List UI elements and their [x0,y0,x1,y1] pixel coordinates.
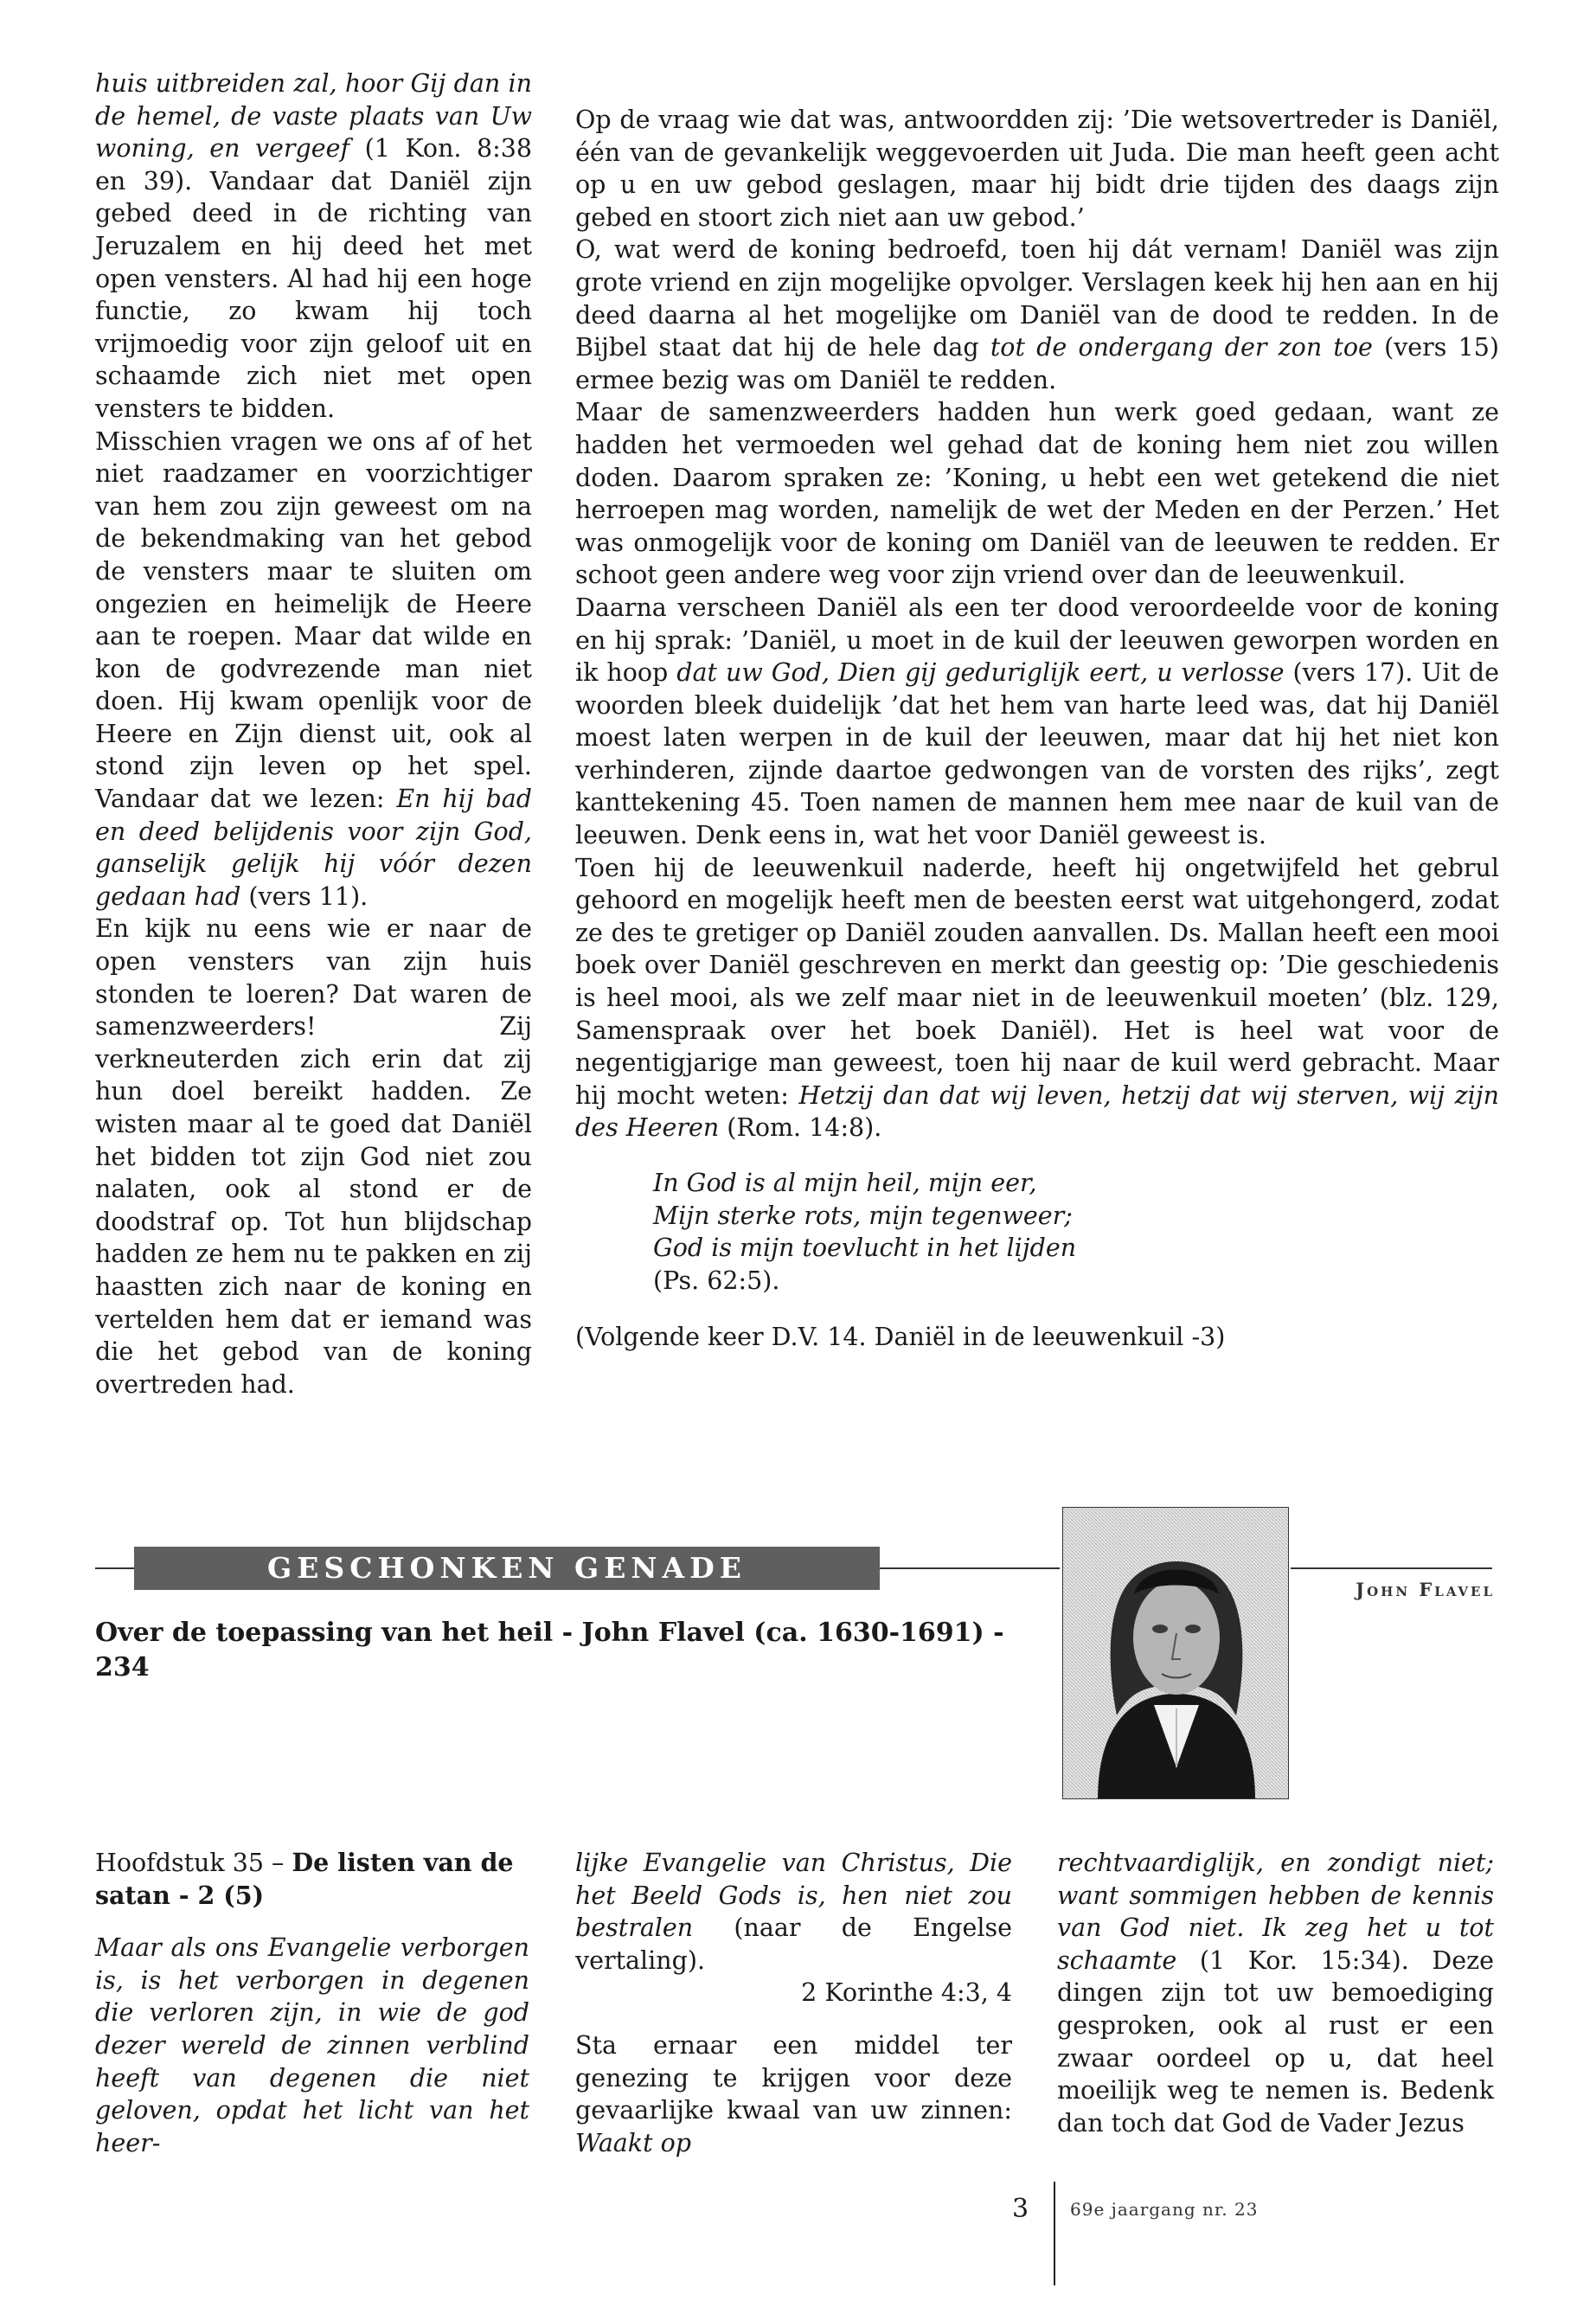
right-paragraph-3: Maar de samenzweerders hadden hun werk goed gedaan, want ze hadden het vermoeden wel gehad dat de koning hem niet zou willen doden. Daarom spraken ze: ’Koning, u hebt een wet getekend die niet herroepen mag worden, namelijk de wet der Meden en der Perzen.’ Het was onmogelijk voor de koning om Daniël van de leeuwen te redden. Er schoot geen andere weg voor zijn vriend over dan de leeuwenkuil. [575,398,1499,590]
right-paragraph-2: O, wat werd de koning bedroefd, toen hij dát vernam! Daniël was zijn grote vriend en zijn mogelijke opvolger. Verslagen keek hij hen aan en hij deed daarna al het mogelijke om Daniël van de dood te redden. In de Bijbel staat dat hij de hele dag tot de ondergang der zon toe (vers 15) ermee bezig was om Daniël te redden. [575,235,1500,394]
author-portrait [1062,1507,1289,1799]
psalm-reference: (Ps. 62:5). [653,1266,780,1295]
psalm-verse [653,1167,1499,1297]
left-paragraph-1: huis uitbreiden zal, hoor Gij dan in de hemel, de vaste plaats van Uw woning, en vergeef (1 Kon. 8:38 en 39). Vandaar dat Daniël zijn gebed deed in de richting van Jeruzalem en hij deed het met open vensters. Al had hij een hoge functie, zo kwam hij toch vrijmoedig voor zijn geloof uit en schaamde zich niet met open vensters te bidden. [95,69,533,423]
scripture-quote: Hetzij dan dat wij leven, hetzij dat wij sterven, wij zijn des Heeren [575,1080,1499,1143]
page-number: 3 [1012,2194,1029,2224]
scripture-quote: huis uitbreiden zal, hoor Gij dan in de hemel, de vaste plaats van Uw woning, en vergeef [95,69,532,163]
author-name: John Flavel [1356,1579,1495,1600]
portrait-engraving [1063,1508,1289,1799]
right-column [575,104,1499,1354]
psalm-line-3: God is mijn toevlucht in het lijden (Ps. 62:5). [653,1232,1499,1297]
scripture-reference: 2 Korinthe 4:3, 4 [801,1978,1012,2008]
bottom-paragraph: Sta ernaar een middel ter genezing te krijgen voor deze gevaarlijke kwaal van uw zinnen: Waakt op [575,2030,1012,2157]
right-paragraph-1: Op de vraag wie dat was, antwoordden zij: ’Die wetsovertreder is Daniël, één van de gevankelijk weggevoerden uit Juda. Die man heeft geen acht op u en uw gebod geslagen, maar hij bidt drie tijden des daags zijn gebed en stoort zich niet aan uw gebod.’ [575,106,1499,232]
section-subtitle: Over de toepassing van het heil - John Flavel (ca. 1630-1691) - 234 [95,1618,1004,1682]
chapter-heading: Hoofdstuk 35 – De listen van de satan - 2 (5) [95,1848,514,1910]
footer-divider [1054,2182,1055,2285]
scripture-quote: dat uw God, Dien gij geduriglijk eert, u verlosse [676,658,1285,688]
right-paragraph-4: Daarna verscheen Daniël als een ter dood veroordeelde voor de koning en hij sprak: ’Daniël, u moet in de kuil der leeuwen geworpen worden en ik hoop dat uw God, Dien gij geduriglijk eert, u verlosse (vers 17). Uit de woorden bleek duidelijk ’dat het hem van harte leed was, dat hij Daniël moest laten werpen in de kuil der leeuwen, maar dat hij het niet kon verhinderen, zijnde daartoe gedwongen van de vorsten des rijks’, zegt kanttekening 45. Toen namen de mannen hem mee naar de kuil van de leeuwen. Denk eens in, wat het voor Daniël geweest is. [575,593,1500,850]
bottom-column-2 [575,1847,1012,2159]
bottom-paragraph: rechtvaardiglijk, en zondigt niet; want sommigen hebben de kennis van God niet. Ik zeg het u tot schaamte (1 Kor. 15:34). Deze dingen zijn tot uw bemoediging gesproken, ook al rust er een zwaar oordeel op u, dat heel moeilijk weg te nemen is. Bedenk dan toch dat God de Vader Jezus [1057,1849,1494,2138]
right-paragraph-5: Toen hij de leeuwenkuil naderde, heeft hij ongetwijfeld het gebrul gehoord en mogelijk heeft men de beesten eerst wat uitgehongerd, zodat ze des te gretiger op Daniël zouden aanvallen. Ds. Mallan heeft een mooi boek over Daniël geschreven en merkt dan geestig op: ’Die geschiedenis is heel mooi, als we zelf maar niet in de leeuwenkuil moeten’ (blz. 129, Samenspraak over het boek Daniël). Het is heel wat voor de negentigjarige man geweest, toen hij naar de kuil werd gebracht. Maar hij mocht weten: Hetzij dan dat wij leven, hetzij dat wij sterven, wij zijn des Heeren (Rom. 14:8). [575,853,1499,1143]
psalm-line-1: In God is al mijn heil, mijn eer, [653,1169,1037,1197]
left-paragraph-2: Misschien vragen we ons af of het niet raadzamer en voorzichtiger van hem zou zijn geweest om na de bekendmaking van het gebod de vensters maar te sluiten om ongezien en heimelijk de Heere aan te roepen. Maar dat wilde en kon de godvrezende man niet doen. Hij kwam openlijk voor de Heere en Zijn dienst uit, ook al stond zijn leven op het spel. Vandaar dat we lezen: En hij bad en deed belijdenis voor zijn God, ganselijk gelijk hij vóór dezen gedaan had (vers 11). [95,426,532,911]
scripture-quote: En hij bad en deed belijdenis voor zijn God, ganselijk gelijk hij vóór dezen gedaan had [95,785,532,911]
issue-info: 69e jaargang nr. 23 [1070,2199,1259,2220]
bottom-column-1 [95,1847,529,2159]
scripture-quote-cont: lijke Evangelie van Christus, Die het Beeld Gods is, hen niet zou bestralen (naar de Engelse vertaling). [575,1849,1012,1975]
left-column [95,67,532,1400]
bottom-column-3 [1057,1847,1494,2139]
left-paragraph-3: En kijk nu eens wie er naar de open vensters van zijn huis stonden te loeren? Dat waren de samenzweerders! Zij verkneuterden zich erin dat zij hun doel bereikt hadden. Ze wisten maar al te goed dat Daniël het bidden tot zijn God niet zou nalaten, ook al stond er de doodstraf op. Tot hun blijdschap hadden ze hem nu te pakken en zij haastten zich naar de koning en vertelden hem dat er iemand was die het gebod van de koning overtreden had. [95,914,532,1399]
psalm-line-2: Mijn sterke rots, mijn tegenweer; [653,1201,1073,1230]
section-rule-right [1291,1567,1492,1569]
section-banner: GESCHONKEN GENADE [134,1547,880,1590]
scripture-quote: tot de ondergang der zon toe [990,333,1373,362]
next-time-note: (Volgende keer D.V. 14. Daniël in de leeuwenkuil -3) [575,1323,1226,1352]
scripture-quote: Maar als ons Evangelie verborgen is, is het verborgen in degenen die verloren zijn, in wie de god dezer wereld de zinnen verblind heeft van degenen die niet geloven, opdat het licht van het heer- [95,1933,529,2157]
